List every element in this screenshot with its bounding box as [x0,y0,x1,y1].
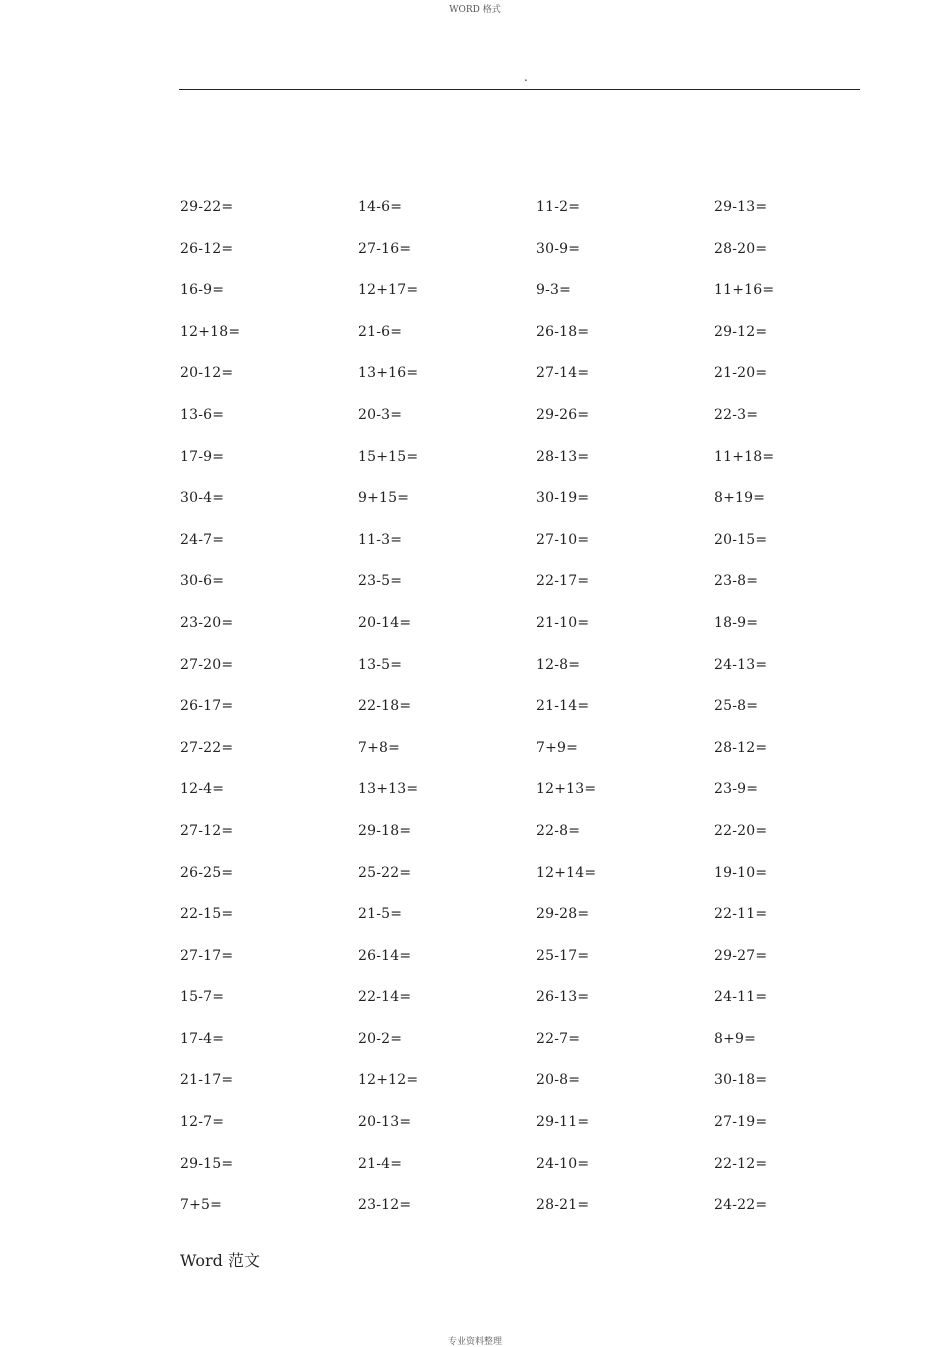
math-problem: 19-10= [714,864,768,881]
math-problem: 28-21= [536,1197,590,1214]
header-dot: . [524,70,528,84]
math-problem: 25-17= [536,947,590,964]
math-problem: 21-6= [358,323,403,340]
math-problem: 30-18= [714,1072,768,1089]
math-problem: 24-7= [180,531,225,548]
math-problem: 21-10= [536,614,590,631]
math-problem: 27-16= [358,240,412,257]
math-problem: 28-13= [536,448,590,465]
math-problem: 26-18= [536,323,590,340]
math-problem: 23-5= [358,573,403,590]
math-problem: 20-12= [180,365,234,382]
math-problem: 29-28= [536,906,590,923]
math-problem: 26-25= [180,864,234,881]
math-problem: 7+5= [180,1197,223,1214]
math-problem: 23-9= [714,781,759,798]
math-problem: 25-22= [358,864,412,881]
math-problem: 14-6= [358,199,403,215]
math-problem: 28-12= [714,739,768,756]
math-problem: 12-8= [536,656,581,673]
math-problem: 15+15= [358,448,419,465]
math-problem: 9-3= [536,282,572,299]
math-problem: 27-20= [180,656,234,673]
math-problem: 12+12= [358,1072,419,1089]
math-problem: 29-15= [180,1155,234,1172]
math-problem: 22-8= [536,822,581,839]
math-problem: 17-4= [180,1030,225,1047]
math-problem: 20-3= [358,406,403,423]
math-problem: 22-7= [536,1030,581,1047]
math-problem: 30-19= [536,490,590,507]
math-problem: 22-12= [714,1155,768,1172]
math-problem: 30-6= [180,573,225,590]
math-problem: 18-9= [714,614,759,631]
arithmetic-problem-grid [180,197,860,1237]
math-problem: 29-26= [536,406,590,423]
math-problem: 15-7= [180,989,225,1006]
page-footer-text: 专业资料整理 [447,1337,502,1347]
math-problem: 7+9= [536,739,579,756]
math-problem: 24-10= [536,1155,590,1172]
math-problem: 20-8= [536,1072,581,1089]
math-problem: 29-27= [714,947,768,964]
math-problem: 13-5= [358,656,403,673]
math-problem: 9+15= [358,490,410,507]
math-problem: 24-22= [714,1197,768,1214]
math-problem: 20-13= [358,1114,412,1131]
math-problem: 12+18= [180,323,241,340]
math-problem: 21-14= [536,698,590,715]
math-problem: 27-12= [180,822,234,839]
header-divider [179,89,860,90]
math-problem: 13+16= [358,365,419,382]
math-problem: 30-9= [536,240,581,257]
math-problem: 27-22= [180,739,234,756]
math-problem: 24-13= [714,656,768,673]
math-problem: 7+8= [358,739,401,756]
math-problem: 20-14= [358,614,412,631]
math-problem: 22-14= [358,989,412,1006]
math-problem: 22-18= [358,698,412,715]
math-problem: 22-15= [180,906,234,923]
math-problem: 27-10= [536,531,590,548]
math-problem: 12+13= [536,781,597,798]
math-problem: 27-19= [714,1114,768,1131]
math-problem: 16-9= [180,282,225,299]
math-problem: 28-20= [714,240,768,257]
math-problem: 22-11= [714,906,768,923]
math-problem: 25-8= [714,698,759,715]
math-problem: 24-11= [714,989,768,1006]
math-problem: 29-12= [714,323,768,340]
math-problem: 27-17= [180,947,234,964]
math-problem: 23-12= [358,1197,412,1214]
math-problem: 26-13= [536,989,590,1006]
math-problem: 27-14= [536,365,590,382]
math-problem: 12-4= [180,781,225,798]
page-header-title: WORD 格式 [449,5,501,15]
math-problem: 23-20= [180,614,234,631]
math-problem: 11+16= [714,282,775,299]
math-problem: 20-15= [714,531,768,548]
footer-label: Word 范文 [180,1251,260,1270]
math-problem: 23-8= [714,573,759,590]
math-problem: 29-18= [358,822,412,839]
math-problem: 29-11= [536,1114,590,1131]
math-problem: 12+14= [536,864,597,881]
math-problem: 26-14= [358,947,412,964]
math-problem: 11-2= [536,199,581,215]
math-problem: 8+9= [714,1030,757,1047]
math-problem: 20-2= [358,1030,403,1047]
math-problem: 12-7= [180,1114,225,1131]
math-problem: 21-5= [358,906,403,923]
math-problem: 22-20= [714,822,768,839]
math-problem: 21-4= [358,1155,403,1172]
math-problem: 11+18= [714,448,775,465]
math-problem: 26-17= [180,698,234,715]
math-problem: 8+19= [714,490,766,507]
math-problem: 22-17= [536,573,590,590]
math-problem: 29-22= [180,199,234,215]
math-problem: 13+13= [358,781,419,798]
math-problem: 29-13= [714,199,768,215]
math-problem: 21-20= [714,365,768,382]
math-problem: 13-6= [180,406,225,423]
math-problem: 26-12= [180,240,234,257]
math-problem: 21-17= [180,1072,234,1089]
math-problem: 22-3= [714,406,759,423]
math-problem: 11-3= [358,531,403,548]
math-problem: 17-9= [180,448,225,465]
math-problem: 12+17= [358,282,419,299]
math-problem: 30-4= [180,490,225,507]
